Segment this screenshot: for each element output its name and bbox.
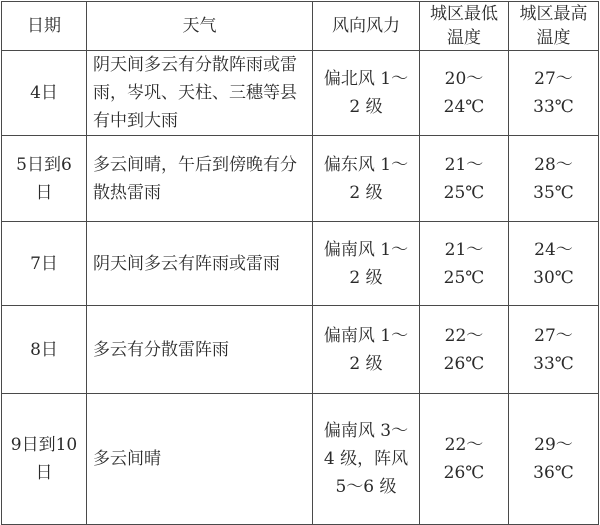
low-temp-cell: 22～26℃ [420, 306, 509, 394]
header-high-temp: 城区最高温度 [509, 2, 599, 51]
header-date: 日期 [2, 2, 87, 51]
wind-cell: 偏南风 1～2 级 [313, 306, 420, 394]
date-cell: 4日 [2, 51, 87, 136]
date-cell: 5日到6日 [2, 136, 87, 222]
table-row [2, 51, 599, 136]
header-low-temp: 城区最低温度 [420, 2, 509, 51]
low-temp-cell: 20～24℃ [420, 51, 509, 136]
low-temp-cell: 21～25℃ [420, 222, 509, 306]
high-temp-cell: 27～33℃ [509, 51, 599, 136]
date-cell: 8日 [2, 306, 87, 394]
weather-cell: 多云有分散雷阵雨 [87, 306, 313, 394]
header-row [2, 2, 599, 51]
high-temp-cell: 27～33℃ [509, 306, 599, 394]
wind-cell: 偏南风 3～4 级，阵风 5～6 级 [313, 394, 420, 525]
high-temp-cell: 28～35℃ [509, 136, 599, 222]
table-row [2, 136, 599, 222]
date-cell: 7日 [2, 222, 87, 306]
header-wind: 风向风力 [313, 2, 420, 51]
table-row [2, 394, 599, 525]
high-temp-cell: 24～30℃ [509, 222, 599, 306]
table-row [2, 222, 599, 306]
table-row [2, 306, 599, 394]
wind-cell: 偏东风 1～2 级 [313, 136, 420, 222]
weather-cell: 阴天间多云有分散阵雨或雷雨，岑巩、天柱、三穗等县有中到大雨 [87, 51, 313, 136]
header-weather: 天气 [87, 2, 313, 51]
weather-cell: 阴天间多云有阵雨或雷雨 [87, 222, 313, 306]
weather-forecast-table [1, 1, 599, 525]
wind-cell: 偏北风 1～2 级 [313, 51, 420, 136]
date-cell: 9日到10日 [2, 394, 87, 525]
low-temp-cell: 21～25℃ [420, 136, 509, 222]
wind-cell: 偏南风 1～2 级 [313, 222, 420, 306]
low-temp-cell: 22～26℃ [420, 394, 509, 525]
high-temp-cell: 29～36℃ [509, 394, 599, 525]
weather-cell: 多云间晴 [87, 394, 313, 525]
weather-cell: 多云间晴，午后到傍晚有分散热雷雨 [87, 136, 313, 222]
